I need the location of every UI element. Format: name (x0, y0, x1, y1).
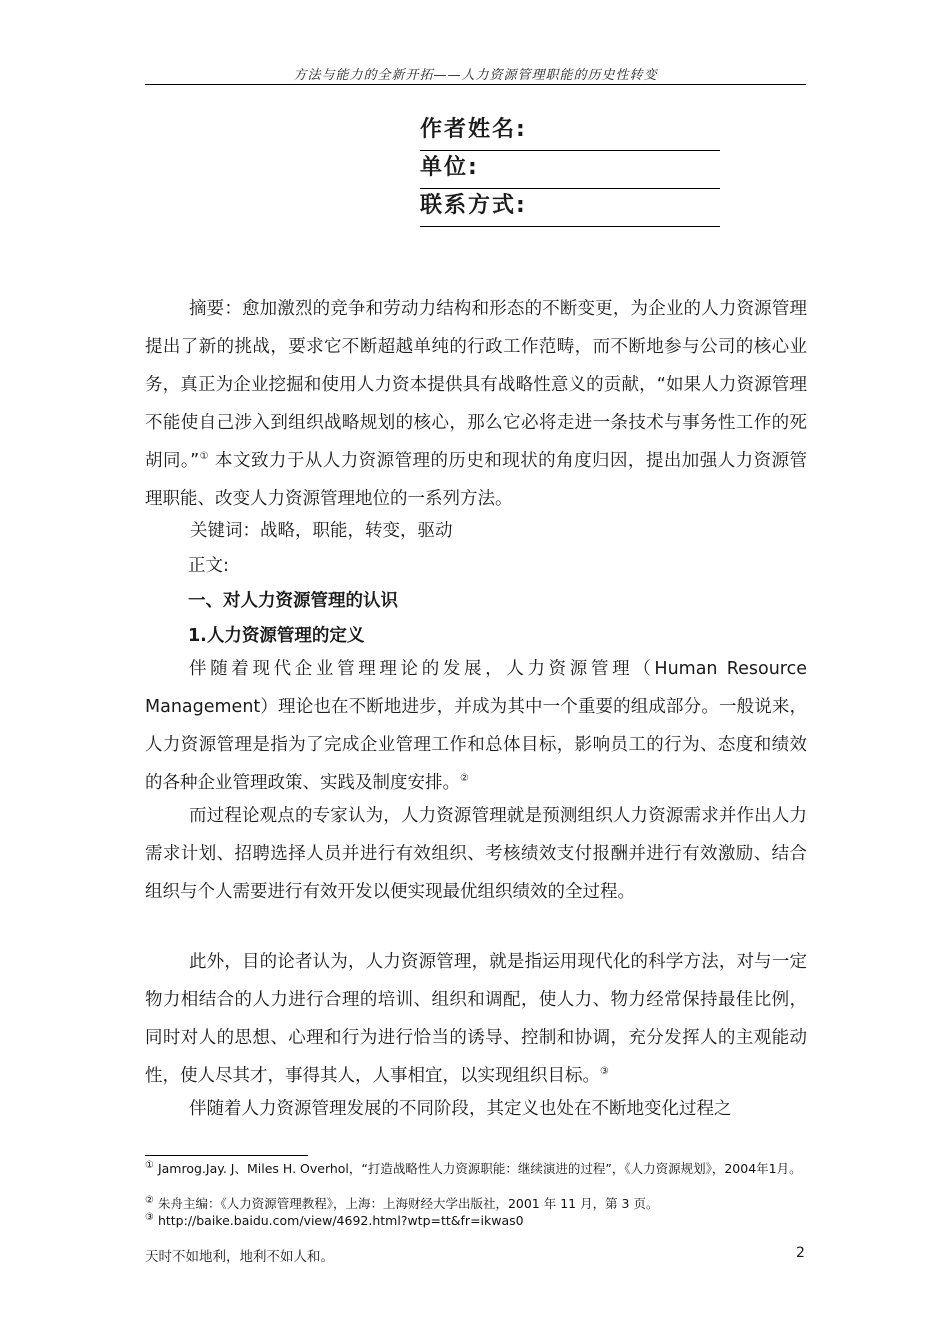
subsection-heading: 1.人力资源管理的定义 (188, 626, 365, 646)
footnote-2 (145, 1195, 817, 1212)
section-heading: 一、对人力资源管理的认识 (188, 591, 398, 611)
footnote-text-2: 朱舟主编：《人力资源管理教程》，上海：上海财经大学出版社，2001 年 11 月，第 3 页。 (153, 1196, 659, 1211)
footnote-3 (145, 1212, 817, 1229)
keywords: 关键词：战略，职能，转变，驱动 (190, 521, 453, 541)
footnote-text-3[interactable]: http://baike.baidu.com/view/4692.html?wtp=tt&fr=ikwas0 (153, 1213, 524, 1228)
abstract-text: 摘要：愈加激烈的竞争和劳动力结构和形态的不断变更，为企业的人力资源管理提出了新的挑战，要求它不断超越单纯的行政工作范畴，而不断地参与公司的核心业务，真正为企业挖掘和使用人力资本提供具有战略性意义的贡献，“如果人力资源管理不能使自己涉入到组织战略规划的核心，那么它必将走进一条技术与事务性工作的死胡同。” (145, 299, 807, 471)
footnote-mark-3: ③ (145, 1211, 154, 1223)
running-header: 方法与能力的全新开拓——人力资源管理职能的历史性转变 (293, 68, 658, 83)
body-label: 正文: (188, 556, 229, 576)
footnote-1 (145, 1160, 817, 1177)
footnote-mark-2: ② (145, 1194, 154, 1206)
abstract-paragraph (145, 290, 807, 518)
author-name-label: 作者姓名: (420, 113, 720, 151)
footer-proverb: 天时不如地利，地利不如人和。 (145, 1249, 334, 1265)
contact-label: 联系方式: (420, 189, 720, 227)
paragraph-continuing: 伴随着人力资源管理发展的不同阶段，其定义也处在不断地变化过程之 (189, 1099, 732, 1119)
paragraph-process-view: 而过程论观点的专家认为，人力资源管理就是预测组织人力资源需求并作出人力需求计划、招聘选择人员并进行有效组织、考核绩效支付报酬并进行有效激励、结合组织与个人需要进行有效开发以便实现最优组织绩效的全过程。 (145, 806, 807, 902)
paragraph-definition (145, 650, 807, 802)
footnote-ref-2: ② (460, 773, 469, 785)
abstract-text-after: 本文致力于从人力资源管理的历史和现状的角度归因，提出加强人力资源管理职能、改变人力资源管理地位的一系列方法。 (145, 451, 807, 509)
author-info-block (420, 113, 720, 227)
footnote-ref-3: ③ (600, 1066, 609, 1078)
paragraph-purpose-view (145, 943, 807, 1095)
footnote-separator (145, 1155, 308, 1156)
footnote-text-1: Jamrog.Jay. J、Miles H. Overhol，“打造战略性人力资源职能：继续演进的过程”，《人力资源规划》，2004年1月。 (153, 1161, 802, 1176)
paragraph-text: 此外，目的论者认为，人力资源管理，就是指运用现代化的科学方法，对与一定物力相结合的人力进行合理的培训、组织和调配，使人力、物力经常保持最佳比例，同时对人的思想、心理和行为进行恰当的诱导、控制和协调，充分发挥人的主观能动性，使人尽其才，事得其人，人事相宜，以实现组织目标。 (145, 952, 807, 1086)
paragraph-text: 伴随着现代企业管理理论的发展，人力资源管理（Human Resource Management）理论也在不断地进步，并成为其中一个重要的组成部分。一般说来，人力资源管理是指为了完成企业管理工作和总体目标，影响员工的行为、态度和绩效的各种企业管理政策、实践及制度安排。 (145, 659, 807, 793)
unit-label: 单位: (420, 151, 720, 189)
footnote-mark-1: ① (145, 1159, 154, 1171)
page-number: 2 (796, 1245, 805, 1261)
footnote-ref-1: ① (199, 451, 210, 463)
header-rule (145, 84, 806, 85)
